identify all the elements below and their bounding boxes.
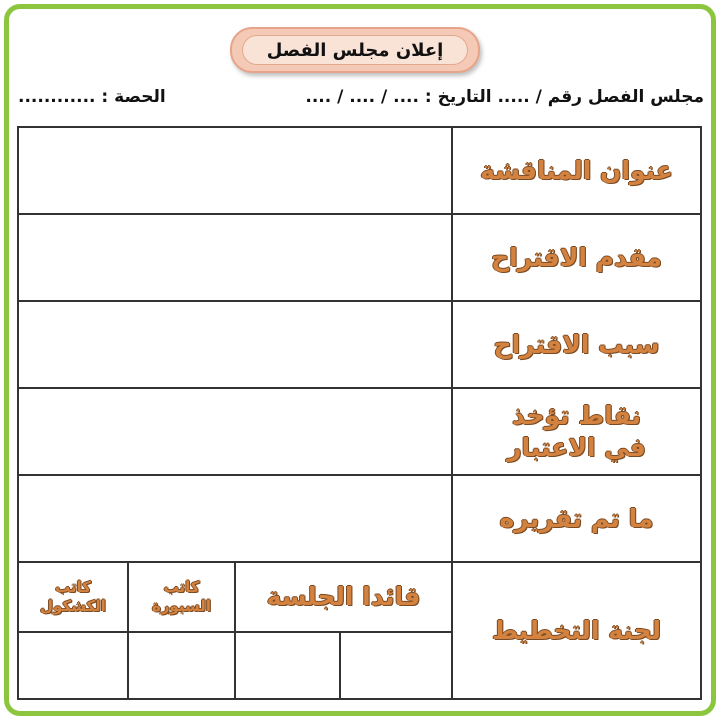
reason-field[interactable] (18, 301, 452, 388)
decided-field[interactable] (18, 475, 452, 562)
role-header (235, 562, 452, 632)
row-label (452, 388, 701, 475)
row-label (452, 127, 701, 214)
form-row (18, 127, 701, 214)
role-header (18, 562, 128, 632)
proposer-label: مقدم الاقتراح (491, 242, 662, 272)
considerations-label-line2: في الاعتبار (507, 432, 646, 462)
notebook-writer-label-line1: كاتب (55, 577, 91, 596)
reason-label: سبب الاقتراح (493, 329, 660, 359)
considerations-label-line1: نقاط تؤخذ (512, 401, 641, 431)
board-writer-field[interactable] (128, 632, 235, 699)
class-period: الحصة : ............ (18, 87, 166, 107)
decided-label: ما تم تقريره (499, 503, 654, 533)
notebook-writer-field[interactable] (18, 632, 128, 699)
council-number-date: مجلس الفصل رقم / ..... التاريخ : .... / .... / .... (305, 87, 704, 107)
form-row (18, 475, 701, 562)
board-writer-label-line1: كاتب (163, 577, 200, 596)
considerations-field[interactable] (18, 388, 452, 475)
row-label (452, 301, 701, 388)
session-leader-label: قائدا الجلسة (266, 582, 421, 612)
council-form-table (17, 126, 702, 700)
board-writer-label-line2: السبورة (151, 597, 212, 615)
planning-committee-label: لجنة التخطيط (492, 615, 661, 645)
form-row (18, 214, 701, 301)
form-row (18, 562, 701, 632)
notebook-writer-label-line2: الكشكول (40, 597, 106, 615)
discussion-title-label: عنوان المناقشة (480, 155, 673, 185)
form-row (18, 388, 701, 475)
form-row (18, 301, 701, 388)
row-label (452, 214, 701, 301)
title-banner (230, 27, 480, 73)
session-leader-2-field[interactable] (235, 632, 340, 699)
discussion-title-field[interactable] (18, 127, 452, 214)
row-label (452, 562, 701, 699)
proposer-field[interactable] (18, 214, 452, 301)
page-title: إعلان مجلس الفصل (242, 35, 468, 65)
row-label (452, 475, 701, 562)
role-header (128, 562, 235, 632)
session-leader-1-field[interactable] (340, 632, 452, 699)
